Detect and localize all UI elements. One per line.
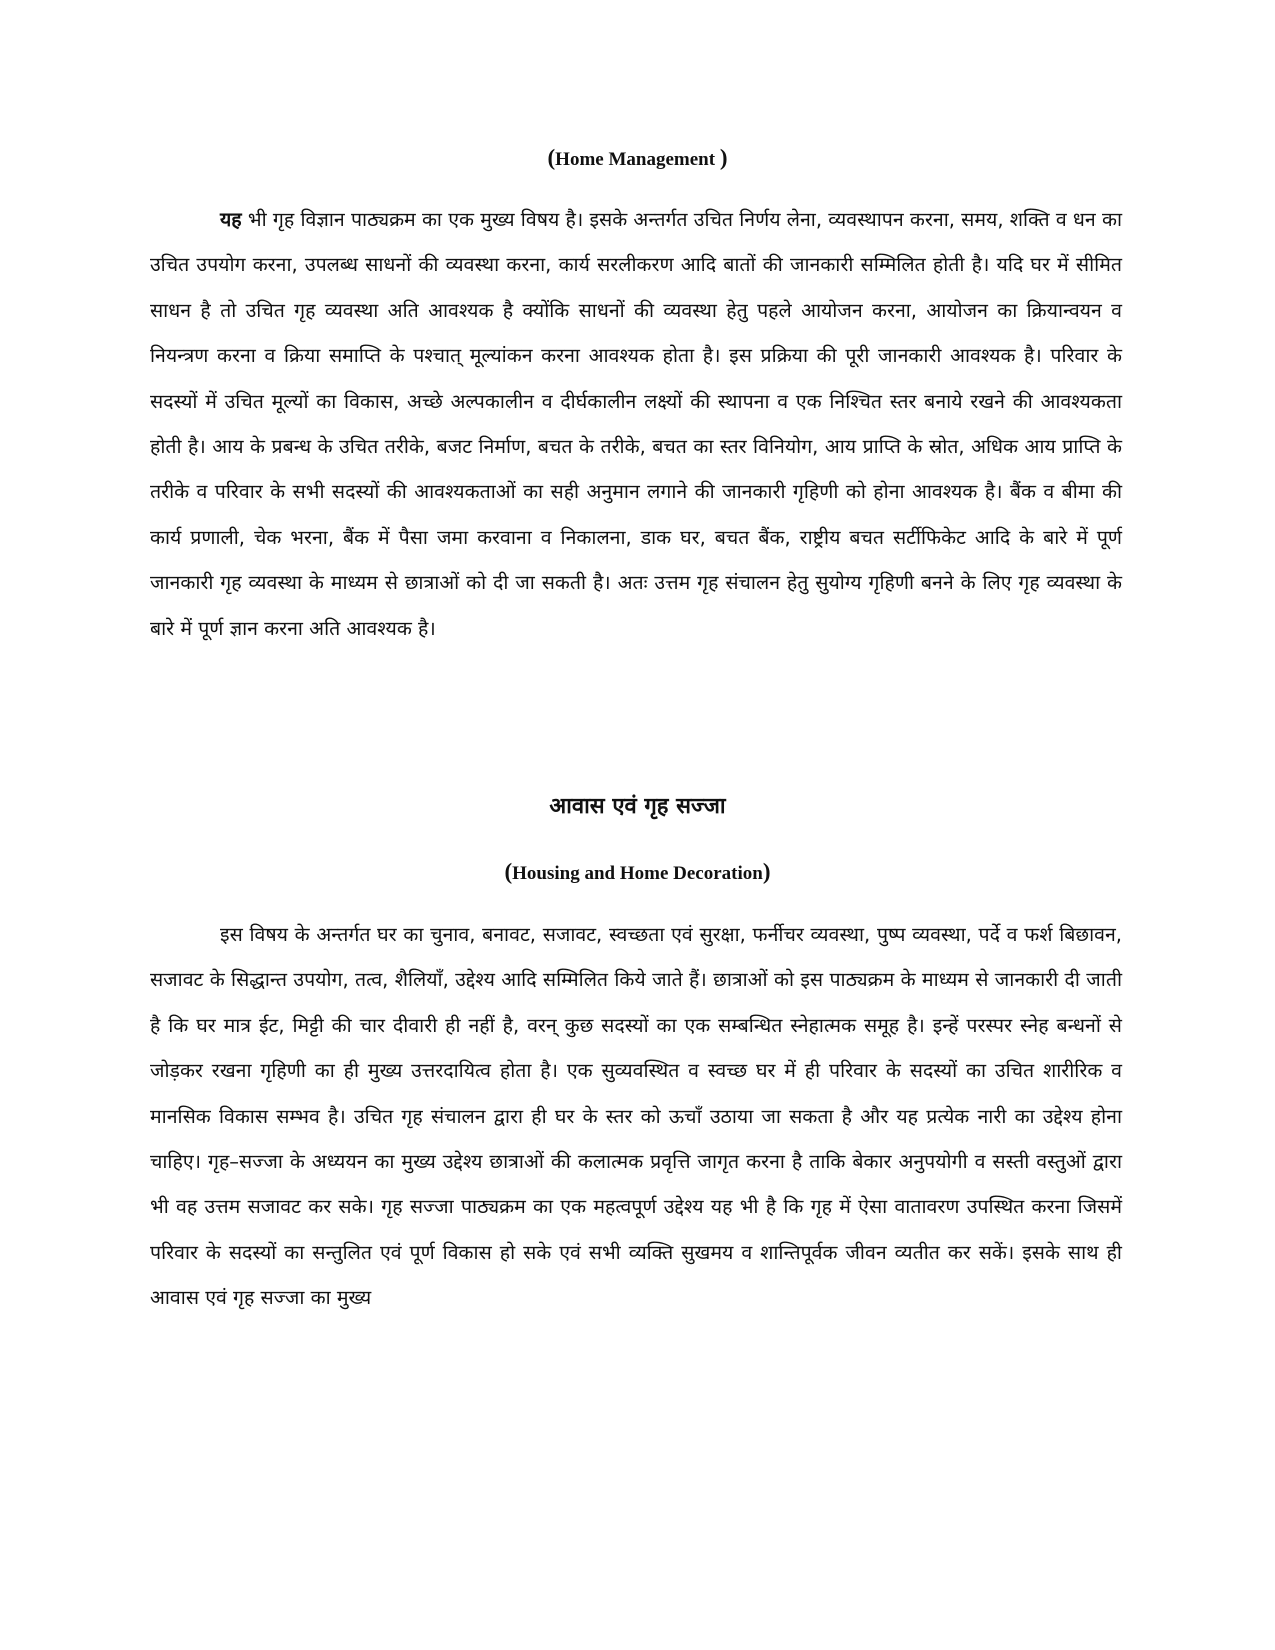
paragraph-body: भी गृह विज्ञान पाठ्यक्रम का एक मुख्य विषय है। इसके अन्तर्गत उचित निर्णय लेना, व्यवस्थापन करना, समय, शक्ति व धन का उचित उपयोग करना, उपलब्ध साधनों की व्यवस्था करना, कार्य सरलीकरण आदि बातों की जानकारी सम्मिलित होती है। यदि घर में सीमित साधन है तो उचित गृह व्यवस्था अति आवश्यक है क्योंकि साधनों की व्यवस्था हेतु पहले आयोजन करना, आयोजन का क्रियान्वयन व नियन्त्रण करना व क्रिया समाप्ति के पश्चात् मूल्यांकन करना आवश्यक होता है। इस प्रक्रिया की पूरी जानकारी आवश्यक है। परिवार के सदस्यों में उचित मूल्यों का विकास, अच्छे अल्पकालीन व दीर्घकालीन लक्ष्यों की स्थापना व एक निश्चित स्तर बनाये रखने की आवश्यकता होती है। आय के प्रबन्ध के उचित तरीके, बजट निर्माण, बचत के तरीके, बचत का स्तर विनियोग, आय प्राप्ति के स्रोत, अधिक आय प्राप्ति के तरीके व परिवार के सभी सदस्यों की आवश्यकताओं का सही अनुमान लगाने की जानकारी गृहिणी को होना आवश्यक है। बैंक व बीमा की कार्य प्रणाली, चेक भरना, बैंक में पैसा जमा करवाना व निकालना, डाक घर, बचत बैंक, राष्ट्रीय बचत सर्टीफिकेट आदि के बारे में पूर्ण जानकारी गृह व्यवस्था के माध्यम से छात्राओं को दी जा सकती है। अतः उत्तम गृह संचालन हेतु सुयोग्य गृहिणी बनने के लिए गृह व्यवस्था के बारे में पूर्ण ज्ञान करना अति आवश्यक है। xyxy=(150,208,1122,640)
section-title-housing xyxy=(0,860,1275,886)
lead-word: यह xyxy=(220,208,242,231)
title-open-paren: ( xyxy=(504,859,513,884)
title-text: Housing and Home Decoration xyxy=(512,863,763,884)
title-close-paren: ) xyxy=(719,145,728,170)
section-title-home-management xyxy=(0,146,1275,172)
title-close-paren: ) xyxy=(762,859,771,884)
paragraph-body: इस विषय के अन्तर्गत घर का चुनाव, बनावट, सजावट, स्वच्छता एवं सुरक्षा, फर्नीचर व्यवस्था, पुष्प व्यवस्था, पर्दे व फर्श बिछावन, सजावट के सिद्धान्त उपयोग, तत्व, शैलियाँ, उद्देश्य आदि सम्मिलित किये जाते हैं। छात्राओं को इस पाठ्यक्रम के माध्यम से जानकारी दी जाती है कि घर मात्र ईट, मिट्टी की चार दीवारी ही नहीं है, वरन् कुछ सदस्यों का एक सम्बन्धित स्नेहात्मक समूह है। इन्हें परस्पर स्नेह बन्धनों से जोड़कर रखना गृहिणी का ही मुख्य उत्तरदायित्व होता है। एक सुव्यवस्थित व स्वच्छ घर में ही परिवार के सदस्यों का उचित शारीरिक व मानसिक विकास सम्भव है। उचित गृह संचालन द्वारा ही घर के स्तर को ऊचाँ उठाया जा सकता है और यह प्रत्येक नारी का उद्देश्य होना चाहिए। गृह–सज्जा के अध्ययन का मुख्य उद्देश्य छात्राओं की कलात्मक प्रवृत्ति जागृत करना है ताकि बेकार अनुपयोगी व सस्ती वस्तुओं द्वारा भी वह उत्तम सजावट कर सके। गृह सज्जा पाठ्यक्रम का एक महत्वपूर्ण उद्देश्य यह भी है कि गृह में ऐसा वातावरण उपस्थित करना जिसमें परिवार के सदस्यों का सन्तुलित एवं पूर्ण विकास हो सके एवं सभी व्यक्ति सुखमय व शान्तिपूर्वक जीवन व्यतीत कर सकें। इसके साथ ही आवास एवं गृह सज्जा का मुख्य xyxy=(150,923,1122,1310)
title-open-paren: ( xyxy=(547,145,556,170)
title-text: Home Management xyxy=(555,149,720,170)
section-heading-hindi: आवास एवं गृह सज्जा xyxy=(549,794,726,819)
home-management-paragraph xyxy=(150,197,1122,651)
housing-paragraph xyxy=(150,912,1122,1321)
